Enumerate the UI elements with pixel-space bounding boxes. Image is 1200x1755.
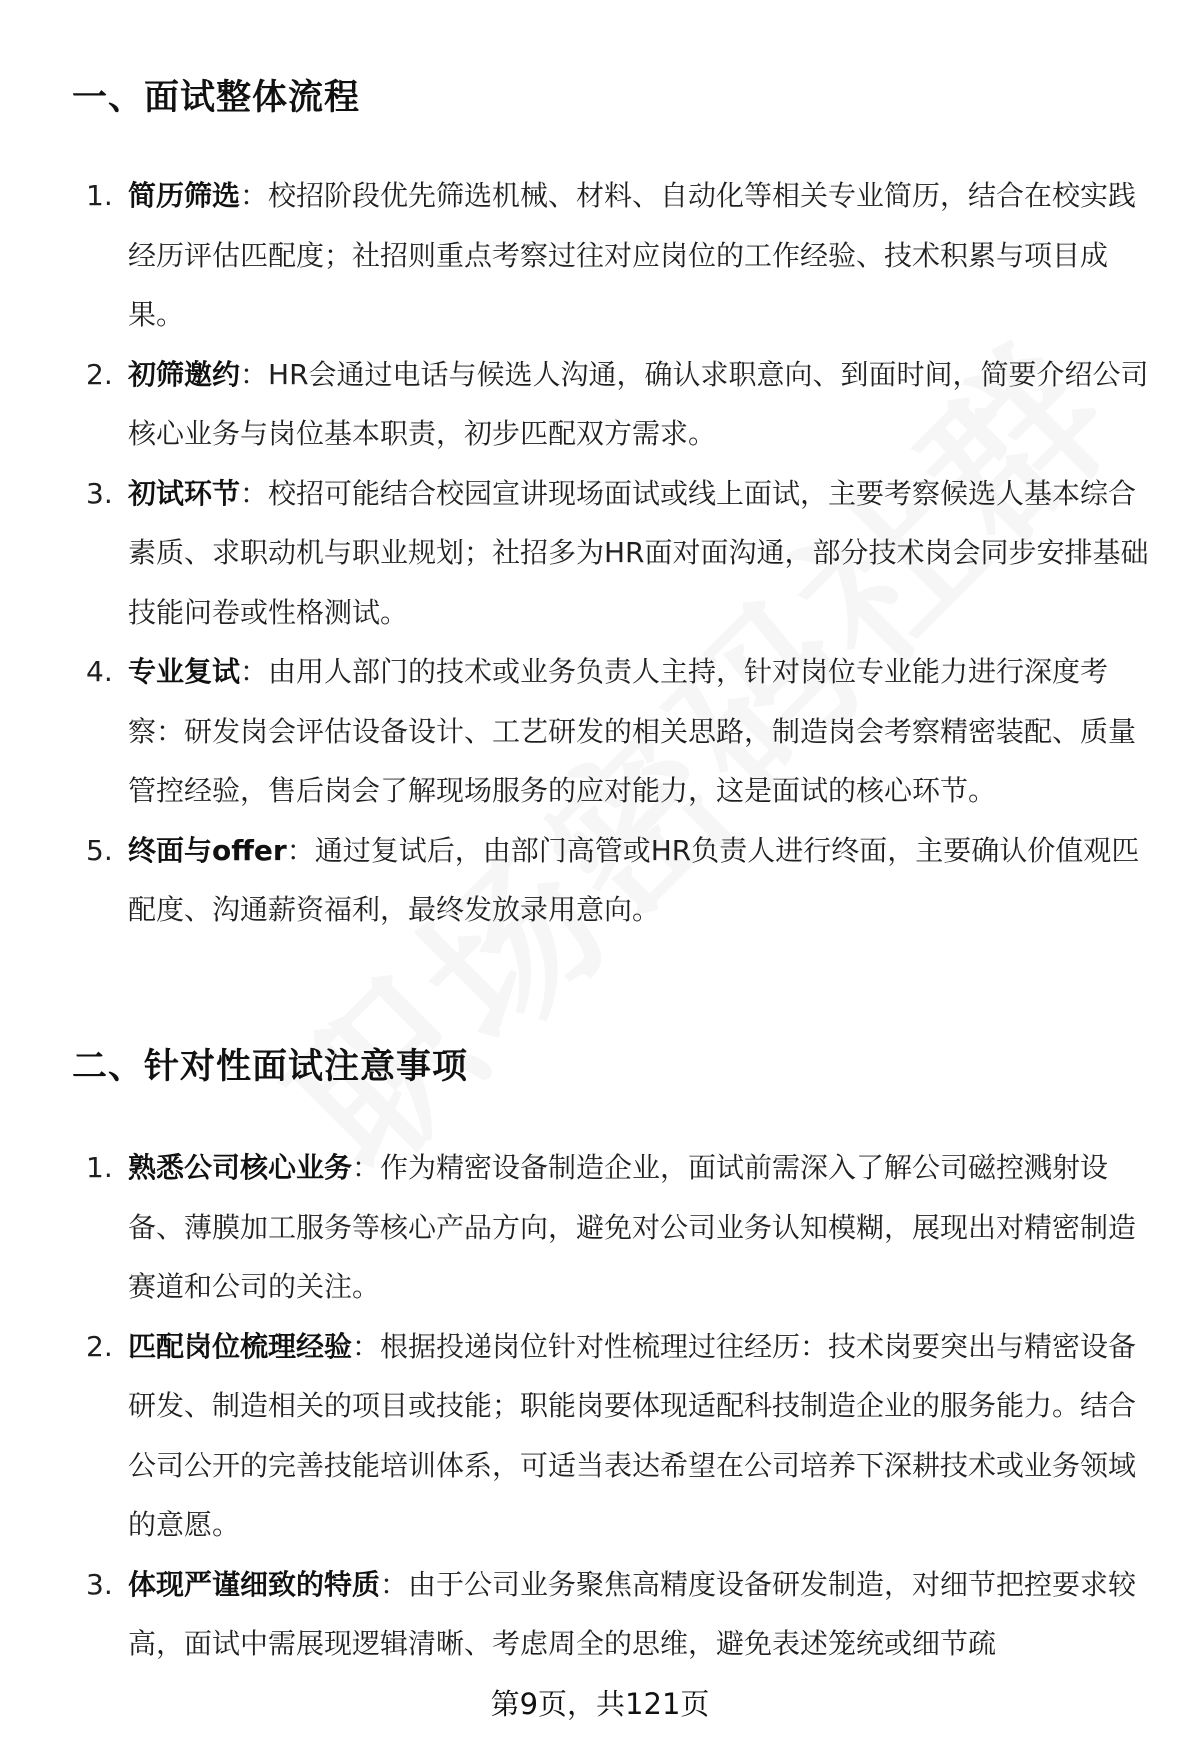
- item-term: 熟悉公司核心业务: [128, 1151, 353, 1184]
- item-term: 匹配岗位梳理经验: [128, 1329, 353, 1363]
- item-number: 5.: [86, 833, 113, 867]
- item-term: 简历筛选: [128, 179, 241, 212]
- section-1-list: [0, 166, 1200, 940]
- list-item: [0, 1317, 1200, 1555]
- item-number: 4.: [86, 655, 113, 688]
- item-text: 由用人部门的技术或业务负责人主持，针对岗位专业能力进行深度考察：研发岗会评估设备设计、工艺研发的相关思路，制造岗会考察精密装配、质量管控经验，售后岗会了解现场服务的应对能力，这是面试的核心环节。: [128, 655, 1137, 807]
- page-footer: 第9页，共121页: [490, 1687, 710, 1721]
- item-number: 2.: [86, 1329, 113, 1363]
- section-2-list: [0, 1138, 1200, 1674]
- item-separator: ：: [352, 1151, 381, 1184]
- item-text: 根据投递岗位针对性梳理过往经历：技术岗要突出与精密设备研发、制造相关的项目或技能；职能岗要体现适配科技制造企业的服务能力。结合公司公开的完善技能培训体系，可适当表达希望在公司培养下深耕技术或业务领域的意愿。: [128, 1329, 1137, 1541]
- item-number: 1.: [86, 179, 113, 212]
- item-separator: ：: [352, 1329, 381, 1363]
- item-number: 3.: [86, 1567, 113, 1601]
- list-item: [0, 166, 1200, 345]
- list-item: [0, 464, 1200, 643]
- item-separator: ：: [240, 179, 269, 212]
- item-text: 由于公司业务聚焦高精度设备研发制造，对细节把控要求较高，面试中需展现逻辑清晰、考虑周全的思维，避免表述笼统或细节疏: [128, 1567, 1137, 1660]
- item-separator: ：: [240, 357, 269, 391]
- item-text: 校招阶段优先筛选机械、材料、自动化等相关专业简历，结合在校实践经历评估匹配度；社招则重点考察过往对应岗位的工作经验、技术积累与项目成果。: [128, 179, 1137, 331]
- item-text: 校招可能结合校园宣讲现场面试或线上面试，主要考察候选人基本综合素质、求职动机与职业规划；社招多为HR面对面沟通，部分技术岗会同步安排基础技能问卷或性格测试。: [128, 476, 1149, 629]
- item-number: 2.: [86, 357, 113, 391]
- item-separator: ：: [286, 833, 315, 867]
- list-item: [0, 642, 1200, 821]
- list-item: [0, 345, 1200, 464]
- list-item: [0, 821, 1200, 940]
- item-term: 体现严谨细致的特质: [128, 1567, 381, 1601]
- item-term: 终面与offer: [128, 833, 287, 867]
- item-number: 3.: [86, 476, 113, 510]
- list-item: [0, 1555, 1200, 1674]
- item-text: 通过复试后，由部门高管或HR负责人进行终面，主要确认价值观匹配度、沟通薪资福利，最终发放录用意向。: [128, 833, 1140, 926]
- section-1-title: 一、面试整体流程: [72, 78, 361, 118]
- item-number: 1.: [86, 1151, 113, 1184]
- section-2-title: 二、针对性面试注意事项: [72, 1047, 469, 1087]
- item-text: 作为精密设备制造企业，面试前需深入了解公司磁控溅射设备、薄膜加工服务等核心产品方向，避免对公司业务认知模糊，展现出对精密制造赛道和公司的关注。: [128, 1151, 1137, 1303]
- item-text: HR会通过电话与候选人沟通，确认求职意向、到面时间，简要介绍公司核心业务与岗位基本职责，初步匹配双方需求。: [128, 357, 1149, 450]
- item-separator: ：: [380, 1567, 409, 1601]
- item-term: 初试环节: [128, 476, 241, 510]
- item-separator: ：: [240, 476, 269, 510]
- item-separator: ：: [240, 655, 269, 688]
- list-item: [0, 1138, 1200, 1317]
- item-term: 初筛邀约: [128, 357, 241, 391]
- item-term: 专业复试: [128, 655, 241, 688]
